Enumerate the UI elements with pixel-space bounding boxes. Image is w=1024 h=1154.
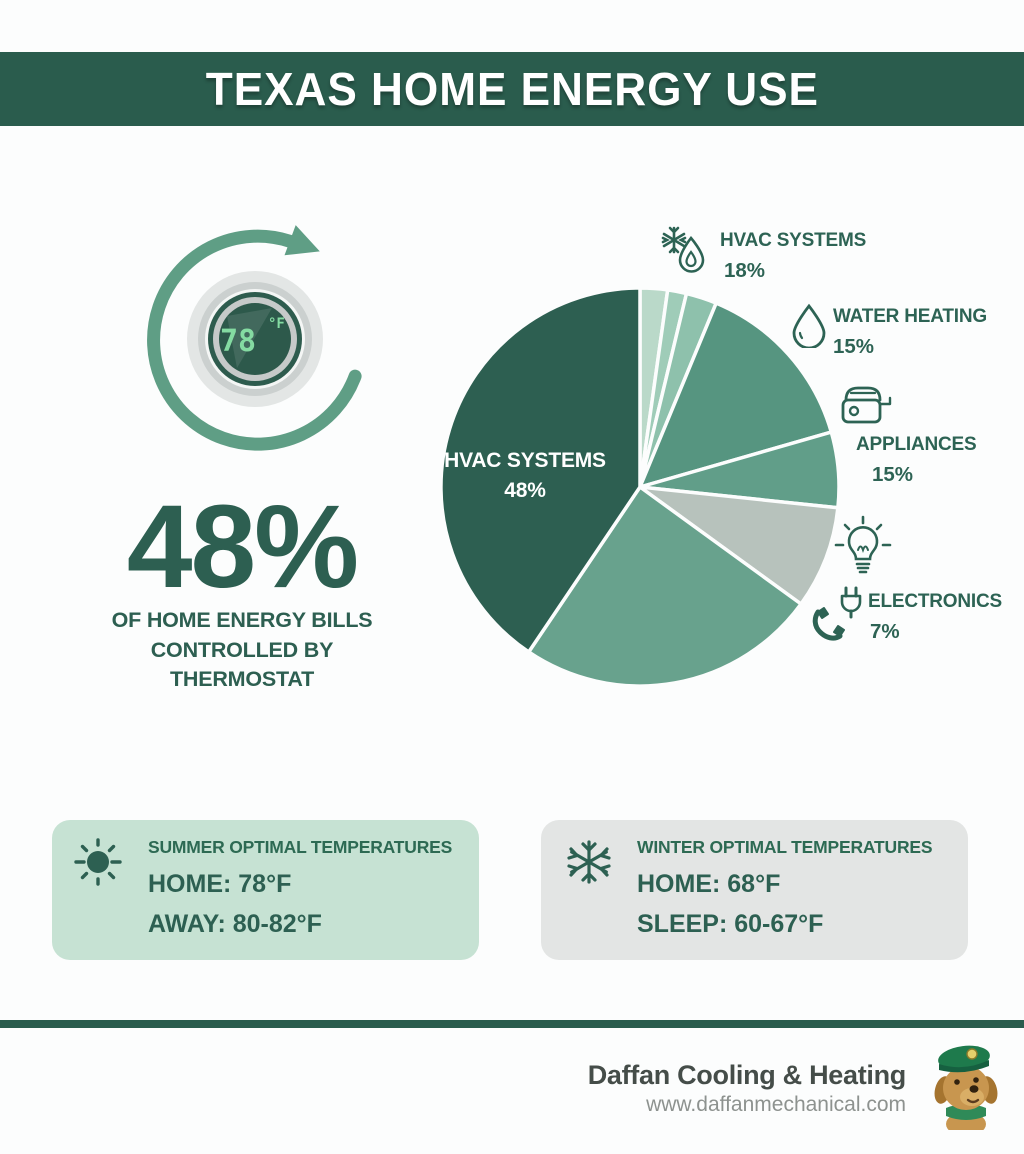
callout-electronics-value: 7% [870,620,900,643]
company-name: Daffan Cooling & Heating [587,1060,906,1090]
callout-appliances [856,434,976,487]
summer-away-temp: AWAY: 80-82°F [148,910,322,938]
winter-sleep-temp: SLEEP: 60-67°F [637,910,824,938]
thermostat-temp: 78 [219,324,257,359]
stat-caption [82,606,402,695]
stat-caption-line3: THERMOSTAT [169,667,315,692]
pie-inner-label [440,446,610,506]
callout-electronics [868,591,1002,644]
toaster-icon [838,380,896,430]
callout-hvac-label: HVAC SYSTEMS [720,230,867,251]
callout-hvac-value: 18% [724,259,766,282]
page-title: TEXAS HOME ENERGY USE [205,63,819,115]
plug-phone-icon [808,584,870,650]
callout-water-heating-value: 15% [833,335,875,358]
winter-temperatures-card [541,820,968,960]
callout-water-heating [833,306,987,359]
callout-hvac [720,230,866,283]
header-band [0,52,1024,126]
snowflake-flame-icon [658,224,710,274]
pie-inner-label-value: 48% [504,478,546,502]
lightbulb-icon [832,512,894,582]
thermostat-dial-icon [112,196,392,486]
dog-mascot-logo [926,1042,1006,1130]
footer [500,1060,906,1117]
winter-home-temp: HOME: 68°F [637,870,781,898]
pie-inner-label-name: HVAC SYSTEMS [444,449,606,472]
summer-title: SUMMER OPTIMAL TEMPERATURES [148,837,453,857]
thermostat-unit: °F [268,316,285,332]
sun-icon [72,836,124,888]
callout-water-heating-label: WATER HEATING [833,306,987,327]
thermostat-illustration [112,196,392,486]
stat-caption-line2: CONTROLLED BY [150,637,334,662]
summer-home-temp: HOME: 78°F [148,870,292,898]
stat-caption-line1: OF HOME ENERGY BILLS [111,608,373,632]
callout-appliances-label: APPLIANCES [856,434,977,455]
company-website: www.daffanmechanical.com [646,1093,906,1116]
snowflake-icon [565,838,613,886]
water-drop-icon [790,302,828,348]
summer-temperatures-card [52,820,479,960]
stat-value: 48% [126,481,358,613]
callout-appliances-value: 15% [872,463,914,486]
callout-electronics-label: ELECTRONICS [868,591,1002,612]
footer-divider [0,1020,1024,1028]
winter-title: WINTER OPTIMAL TEMPERATURES [637,837,933,857]
